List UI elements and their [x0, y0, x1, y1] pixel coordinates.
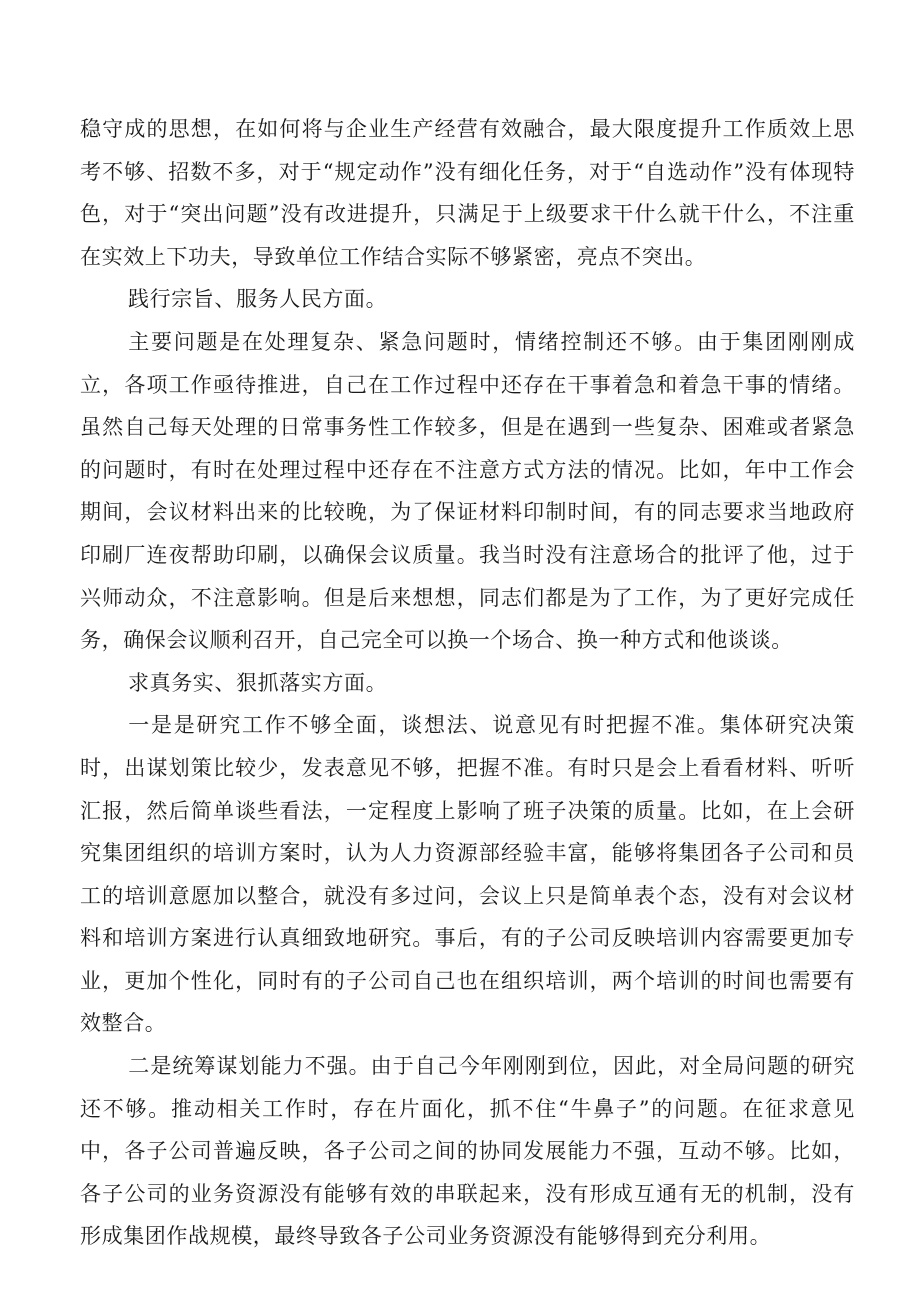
section-heading-pragmatic: 求真务实、狠抓落实方面。: [128, 670, 388, 695]
section-heading-serve-people: 践行宗旨、服务人民方面。: [128, 287, 388, 312]
document-page: [80, 108, 855, 1258]
paragraph-continuation: 稳守成的思想，在如何将与企业生产经营有效融合，最大限度提升工作质效上思考不够、招数不多，对于“规定动作”没有细化任务，对于“自选动作”没有体现特色，对于“突出问题”没有改进提升，只满足于上级要求干什么就干什么，不注重在实效上下功夫，导致单位工作结合实际不够紧密，亮点不突出。: [80, 117, 855, 269]
paragraph-emotion-control: 主要问题是在处理复杂、紧急问题时，情绪控制还不够。由于集团刚刚成立，各项工作亟待推进，自己在工作过程中还存在干事着急和着急干事的情绪。虽然自己每天处理的日常事务性工作较多，但是在遇到一些复杂、困难或者紧急的问题时，有时在处理过程中还存在不注意方式方法的情况。比如，年中工作会期间，会议材料出来的比较晚，为了保证材料印制时间，有的同志要求当地政府印刷厂连夜帮助印刷，以确保会议质量。我当时没有注意场合的批评了他，过于兴师动众，不注意影响。但是后来想想，同志们都是为了工作，为了更好完成任务，确保会议顺利召开，自己完全可以换一个场合、换一种方式和他谈谈。: [80, 329, 855, 653]
paragraph-research-work: 一是是研究工作不够全面，谈想法、说意见有时把握不准。集体研究决策时，出谋划策比较少，发表意见不够，把握不准。有时只是会上看看材料、听听汇报，然后简单谈些看法，一定程度上影响了班子决策的质量。比如，在上会研究集团组织的培训方案时，认为人力资源部经验丰富，能够将集团各子公司和员工的培训意愿加以整合，就没有多过问，会议上只是简单表个态，没有对会议材料和培训方案进行认真细致地研究。事后，有的子公司反映培训内容需要更加专业，更加个性化，同时有的子公司自己也在组织培训，两个培训的时间也需要有效整合。: [80, 713, 855, 1036]
paragraph-planning-ability: 二是统筹谋划能力不强。由于自己今年刚刚到位，因此，对全局问题的研究还不够。推动相关工作时，存在片面化，抓不住“牛鼻子”的问题。在征求意见中，各子公司普遍反映，各子公司之间的协同发展能力不强，互动不够。比如，各子公司的业务资源没有能够有效的串联起来，没有形成互通有无的机制，没有形成集团作战规模，最终导致各子公司业务资源没有能够得到充分利用。: [80, 1054, 855, 1249]
